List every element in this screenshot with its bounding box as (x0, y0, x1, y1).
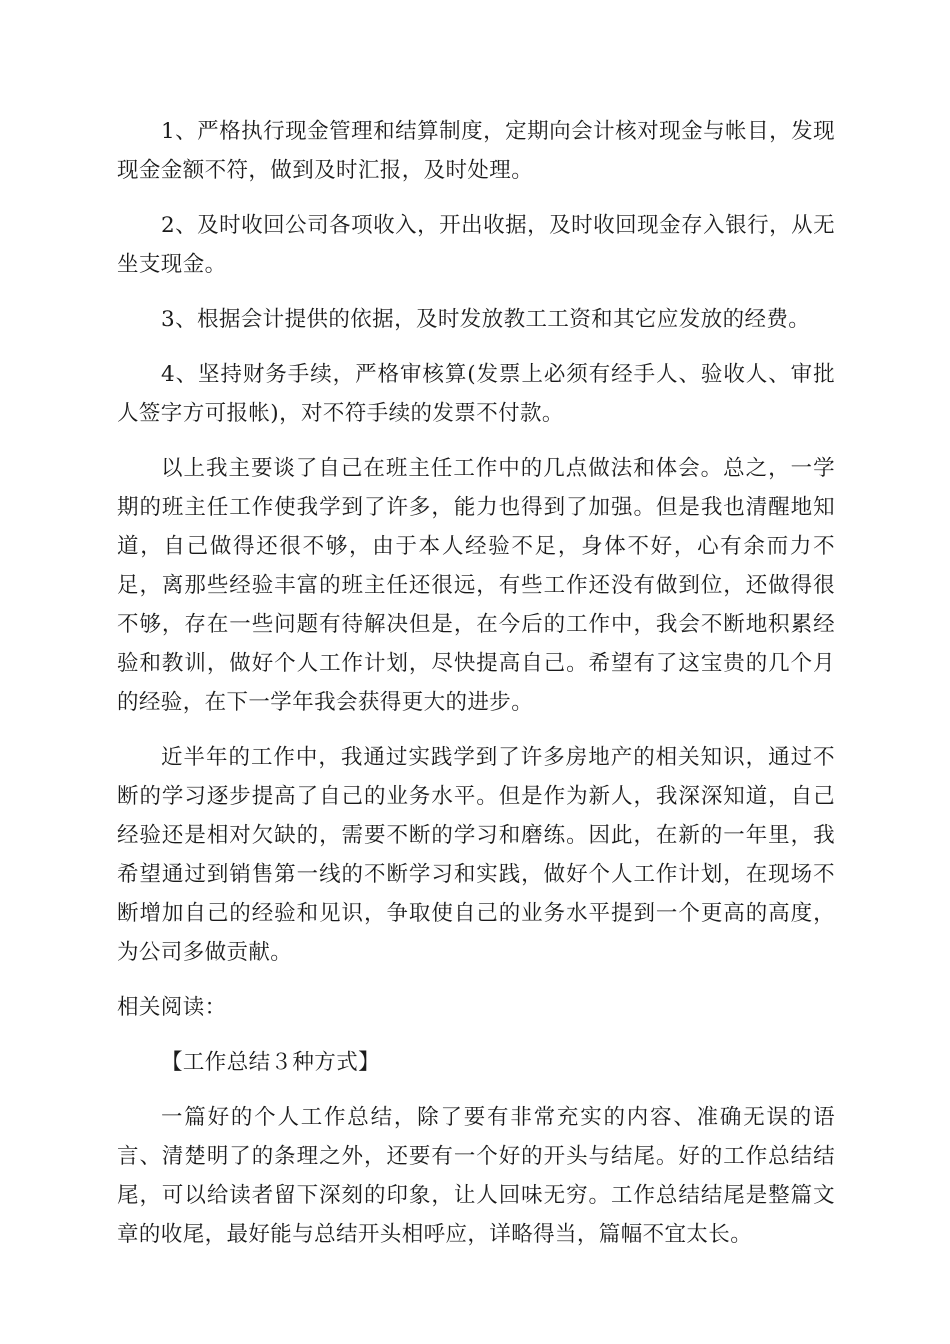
related-reading-label: 相关阅读： (117, 995, 227, 1020)
document-body (117, 112, 835, 1270)
paragraph-item-2: 2、及时收回公司各项收入，开出收据，及时收回现金存入银行，从无坐支现金。 (117, 213, 835, 277)
paragraph-item-4: 4、坚持财务手续，严格审核算(发票上必须有经手人、验收人、审批人签字方可报帐)，对不符手续的发票不付款。 (117, 362, 835, 426)
paragraph-summary: 以上我主要谈了自己在班主任工作中的几点做法和体会。总之，一学期的班主任工作使我学到了许多，能力也得到了加强。但是我也清醒地知道，自己做得还很不够，由于本人经验不足，身体不好，心有余而力不足，离那些经验丰富的班主任还很远，有些工作还没有做到位，还做得很不够，存在一些问题有待解决但是，在今后的工作中，我会不断地积累经验和教训，做好个人工作计划，尽快提高自己。希望有了这宝贵的几个月的经验，在下一学年我会获得更大的进步。 (117, 456, 835, 715)
paragraph-half-year: 近半年的工作中，我通过实践学到了许多房地产的相关知识，通过不断的学习逐步提高了自己的业务水平。但是作为新人，我深深知道，自己经验还是相对欠缺的，需要不断的学习和磨练。因此，在新的一年里，我希望通过到销售第一线的不断学习和实践，做好个人工作计划，在现场不断增加自己的经验和见识，争取使自己的业务水平提到一个更高的高度，为公司多做贡献。 (117, 745, 835, 965)
paragraph-closing: 一篇好的个人工作总结，除了要有非常充实的内容、准确无误的语言、清楚明了的条理之外，还要有一个好的开头与结尾。好的工作总结结尾，可以给读者留下深刻的印象，让人回味无穷。工作总结结尾是整篇文章的收尾，最好能与总结开头相呼应，详略得当，篇幅不宜太长。 (117, 1105, 835, 1247)
paragraph-item-3: 3、根据会计提供的依据，及时发放教工工资和其它应发放的经费。 (161, 307, 811, 332)
related-article-title: 【工作总结３种方式】 (161, 1050, 381, 1075)
paragraph-item-1: 1、严格执行现金管理和结算制度，定期向会计核对现金与帐目，发现现金金额不符，做到及时汇报，及时处理。 (117, 119, 835, 183)
